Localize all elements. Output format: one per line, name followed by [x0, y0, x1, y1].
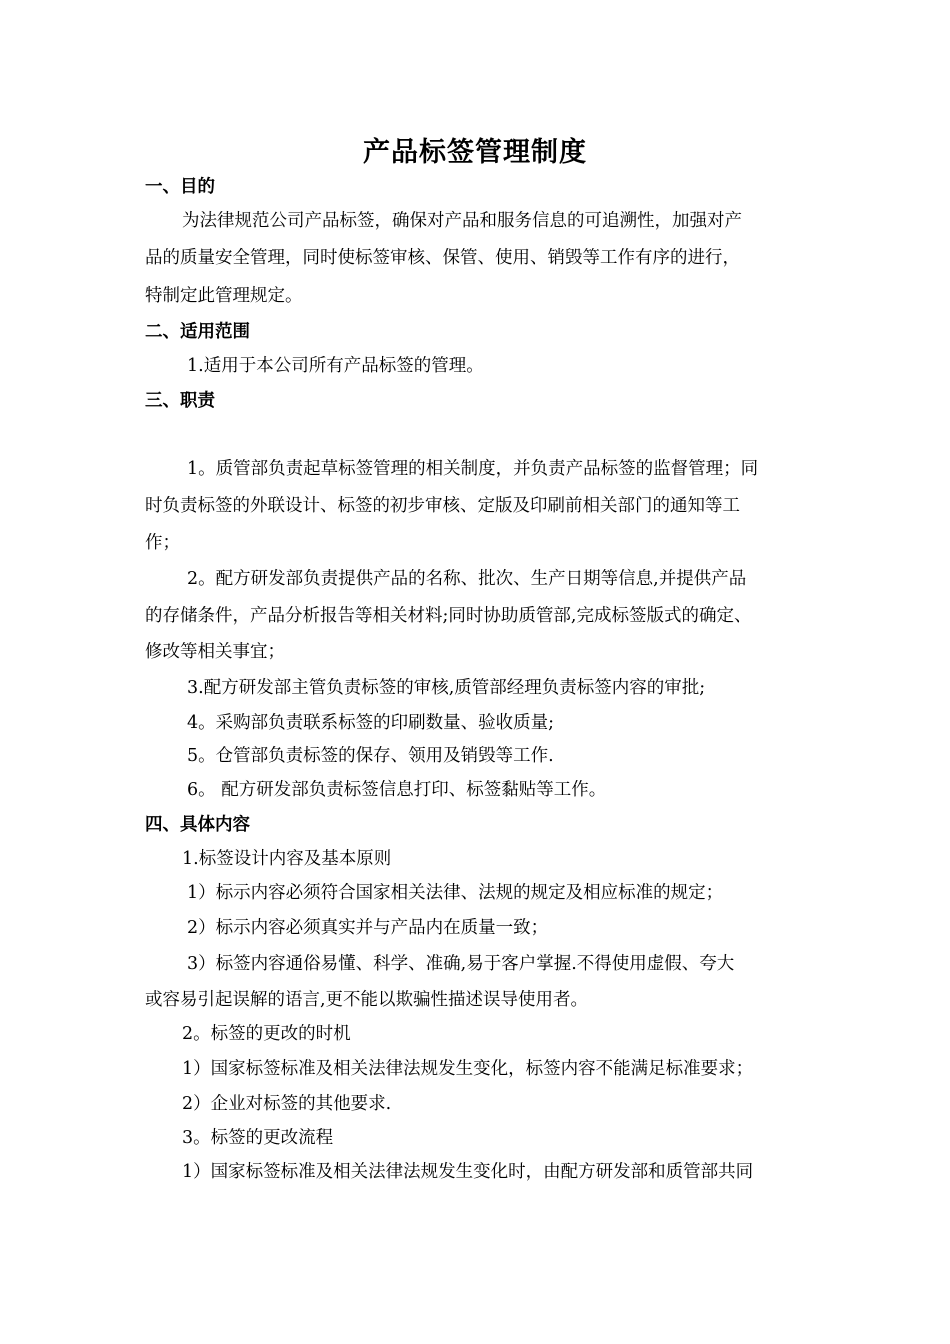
paragraph-line: 的存储条件，产品分析报告等相关材料;同时协助质管部,完成标签版式的确定、 — [145, 606, 752, 626]
paragraph-line: 6。 配方研发部负责标签信息打印、标签黏贴等工作。 — [187, 780, 607, 800]
paragraph-line: 为法律规范公司产品标签，确保对产品和服务信息的可追溯性，加强对产 — [182, 211, 742, 231]
document-title: 产品标签管理制度 — [363, 137, 587, 168]
paragraph-line: 1）标示内容必须符合国家相关法律、法规的规定及相应标准的规定； — [187, 883, 724, 903]
paragraph-line: 1.标签设计内容及基本原则 — [182, 849, 392, 869]
paragraph-line: 2。标签的更改的时机 — [182, 1024, 351, 1044]
paragraph-line: 或容易引起误解的语言,更不能以欺骗性描述误导使用者。 — [145, 990, 589, 1010]
paragraph-line: 作； — [145, 533, 180, 553]
paragraph-line: 品的质量安全管理，同时使标签审核、保管、使用、销毁等工作有序的进行， — [145, 248, 740, 268]
paragraph-line: 1。质管部负责起草标签管理的相关制度，并负责产品标签的监督管理；同 — [187, 459, 759, 479]
paragraph-line: 2。配方研发部负责提供产品的名称、批次、生产日期等信息,并提供产品 — [187, 569, 747, 589]
section-heading-responsibilities: 三、职责 — [145, 391, 215, 411]
paragraph-line: 特制定此管理规定。 — [145, 286, 303, 306]
paragraph-line: 修改等相关事宜； — [145, 642, 285, 662]
section-heading-details: 四、具体内容 — [145, 815, 250, 835]
paragraph-line: 2）标示内容必须真实并与产品内在质量一致； — [187, 918, 549, 938]
section-heading-scope: 二、适用范围 — [145, 322, 250, 342]
section-heading-purpose: 一、目的 — [145, 177, 215, 197]
paragraph-line: 1.适用于本公司所有产品标签的管理。 — [187, 356, 484, 376]
paragraph-line: 1）国家标签标准及相关法律法规发生变化，标签内容不能满足标准要求； — [182, 1059, 754, 1079]
paragraph-line: 时负责标签的外联设计、标签的初步审核、定版及印刷前相关部门的通知等工 — [145, 496, 740, 516]
paragraph-line: 3）标签内容通俗易懂、科学、准确,易于客户掌握.不得使用虚假、夸大 — [187, 954, 735, 974]
paragraph-line: 1）国家标签标准及相关法律法规发生变化时，由配方研发部和质管部共同 — [182, 1162, 754, 1182]
paragraph-line: 4。采购部负责联系标签的印刷数量、验收质量; — [187, 713, 555, 733]
paragraph-line: 2）企业对标签的其他要求. — [182, 1094, 392, 1114]
paragraph-line: 3.配方研发部主管负责标签的审核,质管部经理负责标签内容的审批; — [187, 678, 706, 698]
paragraph-line: 5。仓管部负责标签的保存、领用及销毁等工作. — [187, 746, 554, 766]
paragraph-line: 3。标签的更改流程 — [182, 1128, 334, 1148]
